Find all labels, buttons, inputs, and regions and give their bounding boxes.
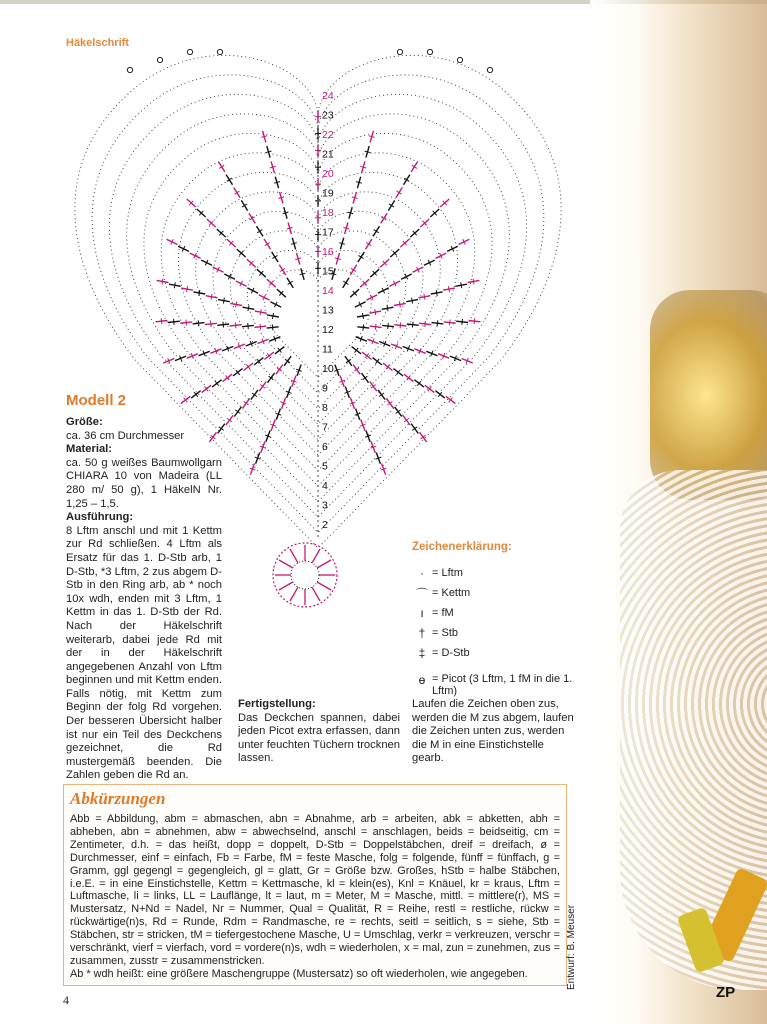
stitch-mark bbox=[317, 560, 331, 568]
picot-mark bbox=[427, 49, 432, 54]
stitch-mark bbox=[223, 322, 224, 328]
picot-icon: ɵ bbox=[418, 673, 426, 687]
round-number-label: 11 bbox=[322, 343, 333, 356]
size-text: ca. 36 cm Durchmesser bbox=[66, 429, 185, 442]
stitch-mark bbox=[412, 298, 413, 304]
stitch-mark bbox=[375, 324, 376, 330]
chain-stitch-icon: · bbox=[420, 566, 424, 580]
stitch-mark bbox=[425, 321, 426, 327]
execution-label: Ausführung: bbox=[66, 511, 134, 524]
stitch-mark bbox=[272, 325, 273, 331]
abbreviations-title: Abkürzungen bbox=[70, 789, 166, 808]
round-number-label: 24 bbox=[322, 90, 334, 102]
stitch-mark bbox=[436, 290, 437, 296]
finishing-label: Fertigstellung: bbox=[238, 698, 316, 710]
legend-text: = D-Stb bbox=[432, 647, 470, 659]
round-number-label: 10 bbox=[322, 363, 334, 375]
round-number-label: 20 bbox=[322, 168, 334, 180]
round-number-label: 7 bbox=[322, 421, 328, 434]
stitch-mark bbox=[187, 286, 188, 292]
stitch-mark bbox=[223, 298, 224, 304]
round-number-label: 16 bbox=[322, 246, 334, 258]
legend-note: Laufen die Zeichen oben zus, werden die M zus abgem, laufen die Zeichen unten zus, werden die M in eine Einstichstelle gearb. bbox=[412, 698, 574, 765]
stitch-mark bbox=[174, 282, 175, 288]
picot-mark bbox=[457, 57, 462, 62]
stitch-mark bbox=[437, 320, 438, 326]
round-number-label: 18 bbox=[322, 207, 334, 219]
legend-row bbox=[412, 583, 582, 603]
abbreviations-note: Ab * wdh heißt: eine größere Maschengruppe (Mustersatz) so oft wiederholen, wie angegeben. bbox=[70, 967, 528, 980]
picot-mark bbox=[187, 49, 192, 54]
abbreviations-text bbox=[70, 813, 560, 981]
stitch-mark bbox=[248, 305, 249, 311]
abbreviations-list: Abb = Abbildung, abm = abmaschen, abn = Abnahme, arb = arbeiten, abk = abketten, abh = abheben, abn = abnehmen, abw = abwechselnd, anschl = anschlagen, beids = beidseitig, cm = Zentimeter, d.h. = das heißt, dopp = doppelt, D-Stb = Doppelstäbchen, dreif = dreifach, ø = Durchmesser, einf = einfach, Fb = Farbe, fM = feste Masche, folg = folgende, fünff = fünffach, g = Gramm, ggl gegengl = gegengleich, gl = glatt, Gr = Größe bzw. Großes, hStb = halbe Stäbchen, i.e.E. = in eine Einstichstelle, Kettm = Kettmasche, kl = klein(es), Knl = Knäuel, kr = kraus, Lftm = Luftmasche, li = links, LL = Lauflänge, lt = laut, m = Meter, M = Masche, mittl. = mittlere(r), MS = Mustersatz, N+Nd = Nadel, Nr = Nummer, Qual = Qualität, R = Reihe, restl = restliche, rückw = rückwärtige(n)s, Rd = Runde, Rdm = Randmasche, re = rechts, seitl = seitlich, s = siehe, Stb = Stäbchen, str = stricken, tM = tiefergestochene Masche, U = Umschlag, verkr = verkreuzen, verschr = verschränkt, vierf = vierfach, vord = vordere(n)s, wdh = wiederholen, x = mal, zun = zunehmen, zus = zusammen, zusstr = zusammenstricken. bbox=[70, 813, 560, 967]
material-label: Material: bbox=[66, 443, 113, 456]
chain-ring bbox=[230, 231, 406, 409]
stitch-mark bbox=[211, 321, 212, 327]
round-number-label: 2 bbox=[322, 519, 328, 531]
round-number-label: 9 bbox=[322, 382, 328, 395]
symbol-legend bbox=[412, 563, 582, 697]
finishing-section bbox=[238, 698, 400, 766]
stitch-mark bbox=[161, 318, 162, 324]
picot-mark bbox=[487, 67, 492, 72]
legend-row bbox=[412, 603, 582, 623]
stitch-mark bbox=[290, 549, 298, 563]
stitch-mark bbox=[236, 302, 237, 308]
start-ring bbox=[291, 561, 319, 589]
round-number-label: 13 bbox=[322, 304, 334, 317]
round-number-label: 6 bbox=[322, 441, 328, 453]
round-number-label: 19 bbox=[322, 187, 334, 200]
legend-row bbox=[412, 563, 582, 583]
stitch-mark bbox=[474, 318, 475, 324]
size-label: Größe: bbox=[66, 416, 103, 428]
treble-crochet-icon: ‡ bbox=[418, 646, 426, 660]
stitch-mark bbox=[279, 560, 293, 568]
round-number-label: 3 bbox=[322, 499, 328, 512]
stitch-mark bbox=[317, 582, 331, 590]
watermark: ZP bbox=[716, 984, 736, 1001]
round-number-label: 14 bbox=[322, 285, 334, 297]
stitch-mark bbox=[424, 294, 425, 300]
round-number-label: 15 bbox=[322, 265, 334, 278]
stitch-mark bbox=[186, 320, 187, 326]
stitch-mark bbox=[387, 305, 388, 311]
material-text: ca. 50 g weißes Baumwollgarn CHIARA 10 von Madeira (LL 280 m/ 50 g), 1 HäkelN Nr. 1,25 – 1,5. bbox=[66, 456, 222, 510]
legend-text: = Lftm bbox=[432, 567, 463, 579]
round-number-label: 5 bbox=[322, 460, 328, 473]
single-crochet-icon: ı bbox=[420, 606, 424, 620]
round-numbers bbox=[322, 90, 334, 531]
glass-candle-holder bbox=[650, 290, 767, 500]
legend-row bbox=[412, 623, 582, 643]
picot-mark bbox=[217, 49, 222, 54]
stitch-mark bbox=[162, 279, 163, 285]
stitch-mark bbox=[312, 549, 320, 563]
stitch-mark bbox=[363, 313, 364, 319]
abbreviations-box bbox=[63, 784, 567, 986]
stitch-mark bbox=[198, 320, 199, 326]
legend-text: = fM bbox=[432, 607, 454, 619]
round-number-label: 23 bbox=[322, 109, 334, 122]
instructions-column bbox=[66, 416, 222, 783]
round-number-label: 4 bbox=[322, 480, 328, 492]
stitch-mark bbox=[450, 320, 451, 326]
round-number-label: 17 bbox=[322, 226, 334, 239]
legend-text: = Stb bbox=[432, 627, 458, 639]
round-number-label: 21 bbox=[322, 148, 334, 161]
page-number: 4 bbox=[63, 993, 69, 1007]
picot-mark bbox=[397, 49, 402, 54]
diagram-title: Häkelschrift bbox=[66, 37, 129, 49]
finishing-text: Das Deckchen spannen, dabei jeden Picot extra erfassen, dann unter feuchten Tüchern trocknen lassen. bbox=[238, 711, 400, 765]
legend-text: = Kettm bbox=[432, 587, 471, 599]
round-number-label: 22 bbox=[322, 129, 334, 141]
stitch-mark bbox=[211, 294, 212, 300]
round-number-label: 12 bbox=[322, 324, 334, 336]
stitch-mark bbox=[174, 319, 175, 325]
slip-stitch-icon: ⌒ bbox=[415, 586, 428, 601]
stitch-mark bbox=[375, 309, 376, 315]
stitch-mark bbox=[412, 322, 413, 328]
double-crochet-icon: † bbox=[418, 626, 426, 640]
stitch-mark bbox=[273, 313, 274, 319]
stitch-mark bbox=[260, 324, 261, 330]
stitch-mark bbox=[235, 322, 236, 328]
round-number-label: 8 bbox=[322, 402, 328, 414]
stitch-mark bbox=[448, 286, 449, 292]
legend-row bbox=[412, 643, 582, 663]
stitch-mark bbox=[400, 322, 401, 328]
legend-title: Zeichenerklärung: bbox=[412, 541, 512, 553]
stitch-mark bbox=[473, 279, 474, 285]
legend-text: = Picot (3 Lftm, 1 fM in die 1. Lftm) bbox=[432, 673, 573, 697]
stitch-mark bbox=[248, 323, 249, 329]
designer-credit: Entwurf: B. Meuser bbox=[566, 904, 577, 990]
stitch-mark bbox=[462, 319, 463, 325]
picot-mark bbox=[157, 57, 162, 62]
stitch-mark bbox=[260, 309, 261, 315]
execution-text: 8 Lftm anschl und mit 1 Kettm zur Rd schließen. 4 Lftm als Ersatz für das 1. D-Stb arb, 1 D-Stb, *3 Lftm, 2 zus abgem D-Stb in den Ring arb, ab * noch 10x wdh, enden mit 3 Lftm, 1 Kettm in das 1. D-Stb der Rd. Nach der Häkelschrift weiterarb, dabei jede Rd mit der in der Häkelschrift angegebenen Anzahl von Lftm beginnen und mit Kettm enden. Falls nötig, mit Kettm zum Beginn der folg Rd vorgehen. Der besseren Übersicht halber ist nur ein Teil des Deckchens gezeichnet, die Rd mustergemäß beenden. Die Zahlen geben die Rd an. bbox=[66, 524, 222, 782]
stitch-mark bbox=[399, 302, 400, 308]
legend-row bbox=[412, 673, 582, 697]
stitch-mark bbox=[312, 587, 320, 601]
stitch-mark bbox=[363, 325, 364, 331]
stitch-mark bbox=[290, 587, 298, 601]
stitch-mark bbox=[279, 582, 293, 590]
stitch-mark bbox=[461, 282, 462, 288]
chain-ring bbox=[213, 211, 423, 424]
stitch-mark bbox=[388, 323, 389, 329]
doily-photo bbox=[590, 0, 767, 1024]
model-title: Modell 2 bbox=[66, 392, 127, 409]
picot-mark bbox=[127, 67, 132, 72]
